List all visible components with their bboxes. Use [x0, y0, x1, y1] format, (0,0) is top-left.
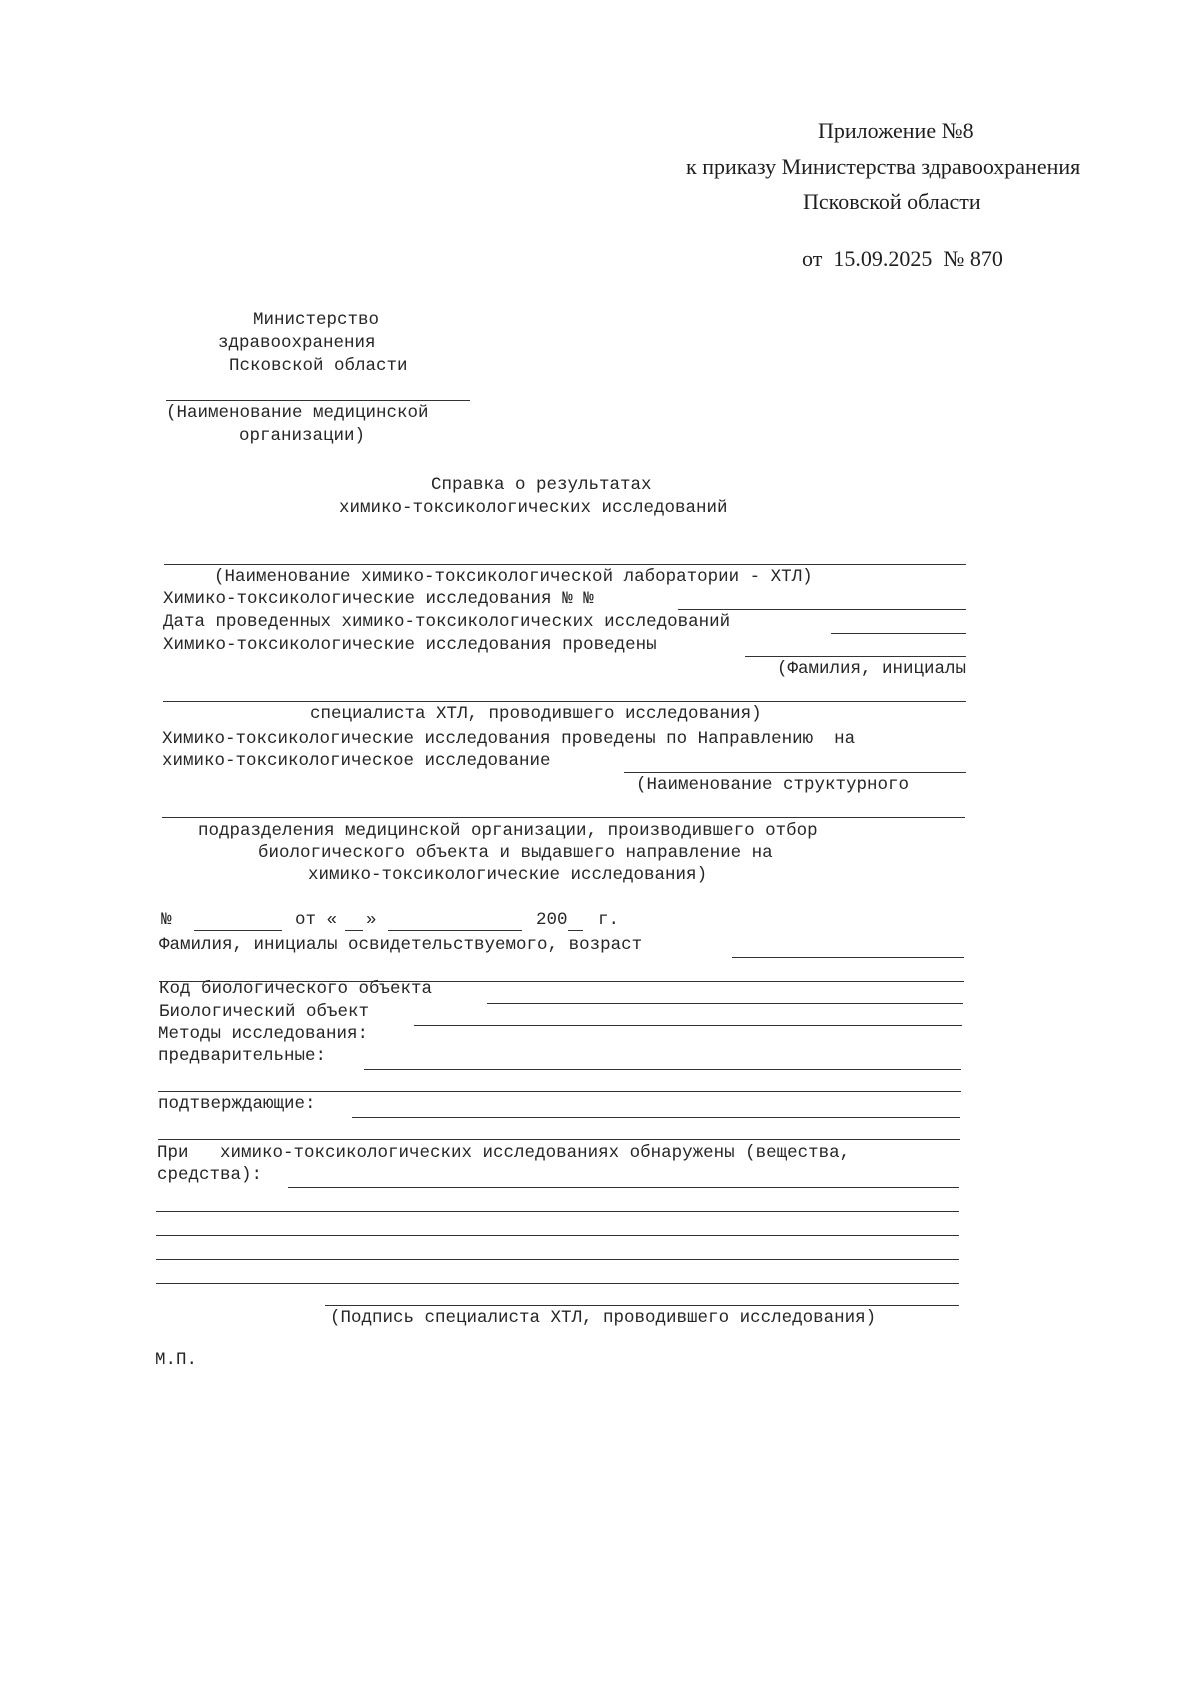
bio-object-label: Биологический объект — [159, 1002, 370, 1022]
org-line1: Министерство — [253, 310, 380, 330]
appendix-title: Приложение №8 — [818, 118, 974, 143]
referral-year-field[interactable] — [568, 930, 583, 931]
org-line2: здравоохранения — [218, 333, 376, 353]
referral-month-field[interactable] — [388, 930, 522, 931]
department-field[interactable] — [162, 817, 965, 818]
subject-name-age-label: Фамилия, инициалы освидетельствуемого, возраст — [159, 935, 643, 955]
referral-line2: химико-токсикологическое исследование — [162, 751, 551, 771]
research-numbers-field[interactable] — [678, 609, 966, 610]
performed-by-field[interactable] — [745, 656, 966, 657]
findings-field-2[interactable] — [156, 1211, 959, 1212]
subject-name-age-field[interactable] — [732, 957, 964, 958]
appendix-number: № 870 — [943, 246, 1003, 271]
specialist-name-field[interactable] — [163, 701, 966, 702]
findings-field-1[interactable] — [288, 1187, 959, 1188]
research-date-label: Дата проведенных химико-токсикологических исследований — [163, 612, 731, 632]
bio-code-label: Код биологического объекта — [159, 979, 433, 999]
findings-line1: При химико-токсикологических исследованиях обнаружены (вещества, — [157, 1143, 851, 1163]
referral-number-field[interactable] — [194, 930, 282, 931]
methods-label: Методы исследования: — [158, 1024, 369, 1044]
referral-quote-close: » — [366, 910, 377, 930]
preliminary-field[interactable] — [364, 1069, 961, 1070]
research-numbers-label: Химико-токсикологические исследования № № — [163, 589, 594, 609]
signature-caption: (Подпись специалиста ХТЛ, проводившего исследования) — [330, 1308, 877, 1328]
org-caption1: (Наименование медицинской — [166, 403, 429, 423]
referral-caption3: биологического объекта и выдавшего направление на — [258, 843, 773, 863]
referral-year-suffix: г. — [598, 910, 620, 930]
performed-by-label: Химико-токсикологические исследования проведены — [163, 635, 657, 655]
findings-field-3[interactable] — [156, 1235, 959, 1236]
findings-field-5[interactable] — [156, 1283, 959, 1284]
confirming-field[interactable] — [352, 1117, 960, 1118]
preliminary-field-2[interactable] — [158, 1091, 961, 1092]
confirming-label: подтверждающие: — [158, 1094, 316, 1114]
appendix-order-ref: к приказу Министерства здравоохранения — [686, 154, 1081, 179]
referral-line1: Химико-токсикологические исследования проведены по Направлению на — [162, 729, 856, 749]
specialist-caption2: специалиста ХТЛ, проводившего исследования) — [310, 704, 762, 724]
signature-field[interactable] — [325, 1305, 959, 1306]
appendix-date-line — [791, 226, 1003, 270]
org-name-field[interactable] — [166, 400, 470, 401]
org-caption2: организации) — [239, 426, 366, 446]
doc-title-line1: Справка о результатах — [431, 475, 652, 495]
referral-from: от « — [295, 910, 338, 930]
bio-object-field[interactable] — [414, 1025, 962, 1026]
stamp-mark: М.П. — [155, 1350, 198, 1370]
referral-caption4: химико-токсикологические исследования) — [308, 865, 708, 885]
lab-name-field[interactable] — [164, 564, 966, 565]
appendix-date-prefix: от — [802, 246, 823, 271]
research-date-field[interactable] — [831, 633, 966, 634]
findings-line2: средства): — [157, 1165, 263, 1185]
bio-code-field[interactable] — [487, 1003, 963, 1004]
confirming-field-2[interactable] — [158, 1139, 960, 1140]
referral-year: 200 — [536, 910, 568, 930]
specialist-caption1: (Фамилия, инициалы — [776, 659, 966, 679]
org-line3: Псковской области — [229, 356, 408, 376]
preliminary-label: предварительные: — [158, 1046, 327, 1066]
appendix-date: 15.09.2025 — [833, 246, 933, 271]
appendix-region: Псковской области — [803, 189, 981, 214]
referral-field[interactable] — [624, 772, 966, 773]
findings-field-4[interactable] — [156, 1259, 959, 1260]
lab-caption: (Наименование химико-токсикологической лаборатории - ХТЛ) — [214, 567, 813, 587]
referral-day-field[interactable] — [345, 930, 363, 931]
referral-caption1: (Наименование структурного — [636, 775, 910, 795]
referral-num-sign: № — [161, 910, 172, 930]
referral-caption2: подразделения медицинской организации, производившего отбор — [198, 821, 818, 841]
doc-title-line2: химико-токсикологических исследований — [339, 498, 728, 518]
